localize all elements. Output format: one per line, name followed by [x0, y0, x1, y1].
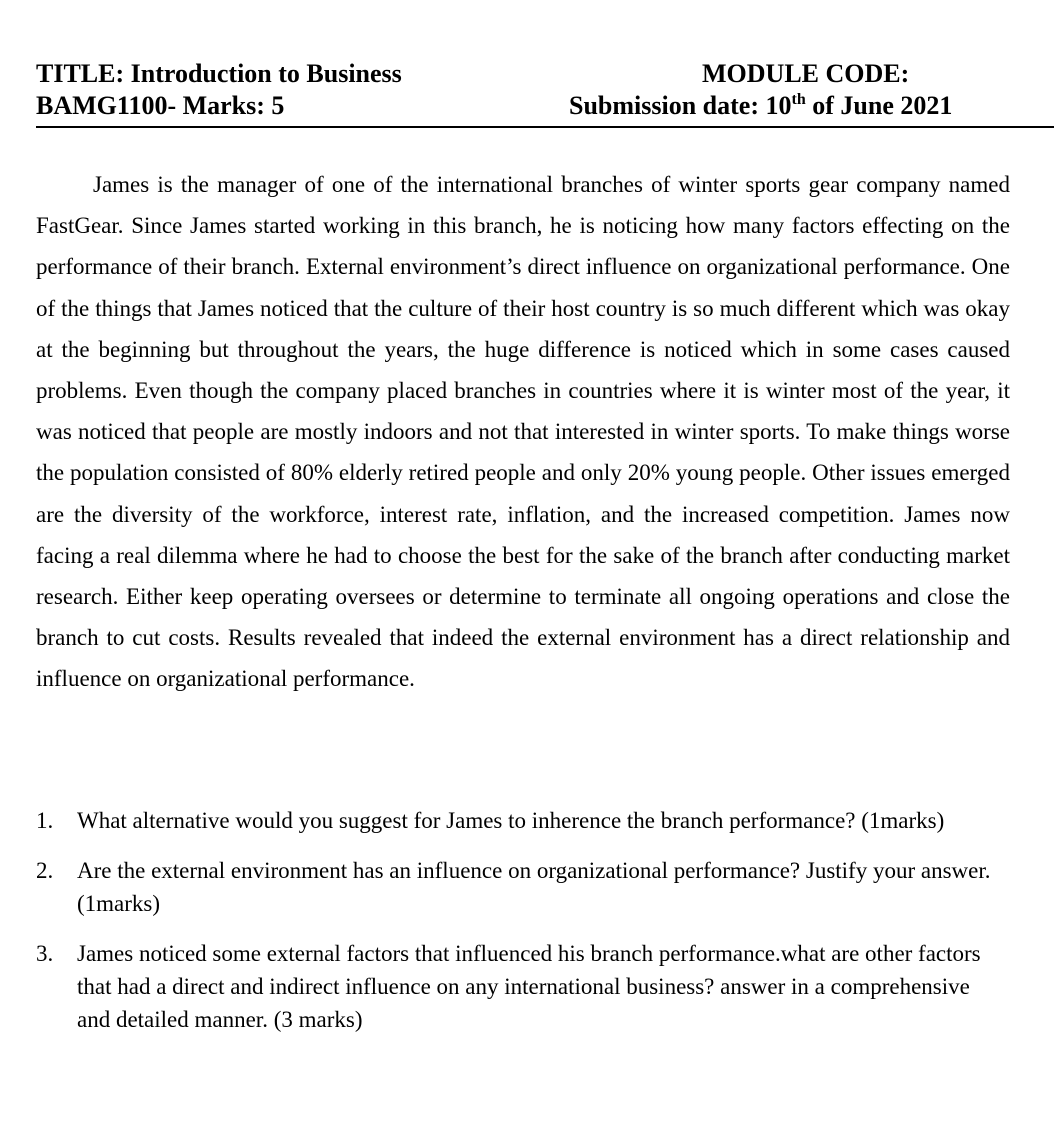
question-number: 1.: [36, 808, 54, 833]
question-item-2: [36, 854, 996, 920]
submission-date-ordinal: th: [791, 91, 806, 108]
question-list: [36, 804, 996, 1053]
question-number: 2.: [36, 858, 54, 883]
question-text: James noticed some external factors that influenced his branch performance.what are other factors that had a direct and indirect influence on any international business? answer in a comprehensive and detailed manner. (3 marks): [77, 941, 981, 1032]
question-item-1: [36, 804, 996, 837]
question-text: Are the external environment has an influence on organizational performance? Justify your answer. (1marks): [77, 858, 991, 916]
submission-date-prefix: Submission date: 10: [569, 91, 792, 120]
document-header: [36, 56, 1054, 128]
submission-date-line: [569, 90, 952, 122]
question-number: 3.: [36, 941, 54, 966]
question-text: What alternative would you suggest for James to inherence the branch performance? (1marks): [77, 808, 945, 833]
module-code-line: MODULE CODE:: [702, 59, 910, 88]
module-marks-line: BAMG1100- Marks: 5: [36, 91, 285, 120]
submission-date-suffix: of June 2021: [805, 91, 953, 120]
title-line: TITLE: Introduction to Business: [36, 59, 402, 88]
question-item-3: [36, 937, 996, 1036]
case-study-paragraph: James is the manager of one of the international branches of winter sports gear company named FastGear. Since James started working in this branch, he is noticing how many factors effecting on the performance of their branch. External environment’s direct influence on organizational performance. One of the things that James noticed that the culture of their host country is so much different which was okay at the beginning but throughout the years, the huge difference is noticed which in some cases caused problems. Even though the company placed branches in countries where it is winter most of the year, it was noticed that people are mostly indoors and not that interested in winter sports. To make things worse the population consisted of 80% elderly retired people and only 20% young people. Other issues emerged are the diversity of the workforce, interest rate, inflation, and the increased competition. James now facing a real dilemma where he had to choose the best for the sake of the branch after conducting market research. Either keep operating oversees or determine to terminate all ongoing operations and close the branch to cut costs. Results revealed that indeed the external environment has a direct relationship and influence on organizational performance.: [36, 172, 1010, 692]
